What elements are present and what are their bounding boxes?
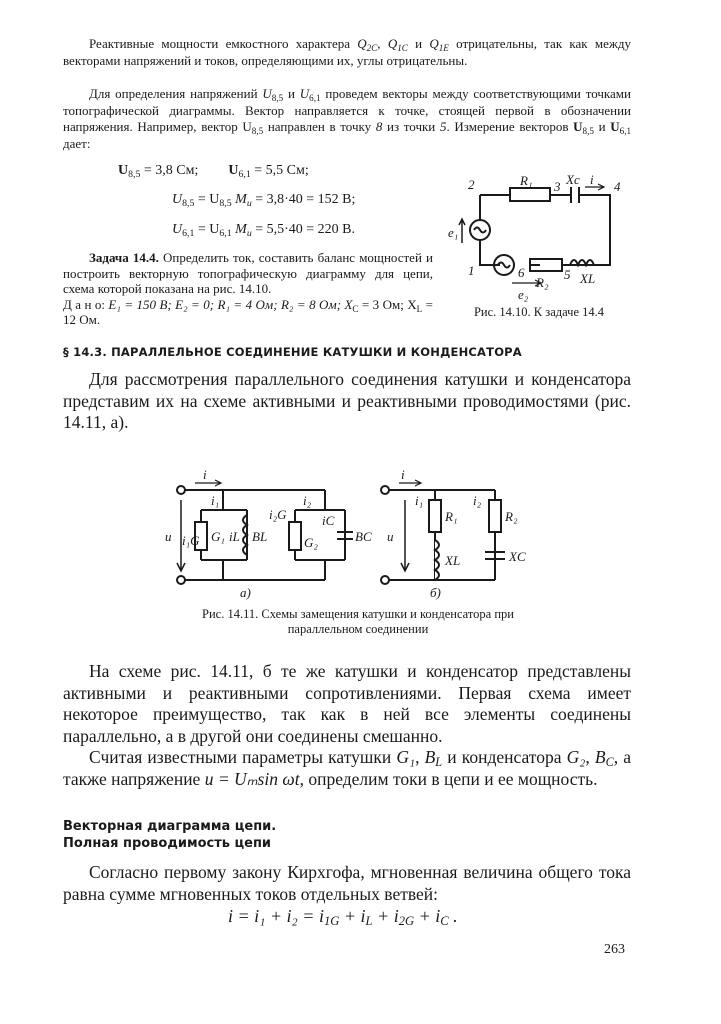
page-number: 263 bbox=[604, 942, 625, 957]
i2g-label: i₂G bbox=[269, 507, 287, 522]
subheading-line: Векторная диаграмма цепи. bbox=[63, 819, 277, 834]
symbol: G₁ bbox=[396, 747, 416, 767]
i2-label: i₂ bbox=[473, 493, 482, 508]
text: = 3,8 См; bbox=[140, 163, 199, 178]
text: из точки bbox=[382, 119, 440, 134]
text: + i bbox=[372, 906, 399, 926]
subscript: 6,1 bbox=[309, 93, 321, 103]
il-label: iL bbox=[229, 529, 240, 544]
figure-14-10-caption: Рис. 14.10. К задаче 14.4 bbox=[473, 305, 604, 319]
given-values: E₁ = 150 В; E₂ = 0; R₁ = 4 Ом; R₂ = 8 Ом; X bbox=[105, 296, 353, 312]
task-title: Задача 14.4. bbox=[89, 250, 159, 265]
subscript: 6,1 bbox=[238, 169, 251, 180]
subscript: L bbox=[435, 755, 443, 769]
subfigure-a-label: а) bbox=[240, 585, 251, 600]
text: = 5,5 См; bbox=[250, 163, 309, 178]
symbol: M bbox=[231, 192, 247, 207]
text: i = i₁ + i₂ = i bbox=[228, 906, 324, 926]
symbol: U bbox=[172, 222, 183, 237]
symbol: 5 bbox=[439, 119, 447, 134]
subscript: 8,5 bbox=[128, 169, 141, 180]
section-heading: § 14.3. ПАРАЛЛЕЛЬНОЕ СОЕДИНЕНИЕ КАТУШКИ И КОНДЕНСАТОРА bbox=[63, 345, 522, 359]
subscript: u bbox=[246, 228, 252, 239]
text: . Измерение векторов bbox=[446, 119, 574, 134]
subscript: 8,5 bbox=[271, 93, 284, 103]
symbol: Q bbox=[429, 36, 439, 51]
equation-vector-lengths bbox=[118, 163, 309, 179]
paragraph-parallel-intro: Для рассмотрения параллельного соединения катушки и конденсатора представим их на схеме активными и реактивными проводимостями (рис. 14.11, а). bbox=[63, 369, 631, 432]
xl-label: XL bbox=[445, 553, 461, 568]
subheading bbox=[63, 818, 276, 852]
symbol: G₂ bbox=[566, 747, 586, 767]
text: . bbox=[448, 906, 458, 926]
xc-label: XC bbox=[509, 549, 526, 564]
subheading-line: Полная проводимость цепи bbox=[63, 836, 272, 851]
text: Реактивные мощности емкостного характера bbox=[89, 36, 358, 51]
subscript: 8,5 bbox=[582, 126, 594, 136]
text: и bbox=[283, 86, 300, 101]
text: = 3 Ом; X bbox=[358, 296, 417, 312]
i1-label: i₁ bbox=[415, 493, 424, 508]
ic-label: iC bbox=[322, 513, 335, 528]
text: = U bbox=[194, 192, 220, 207]
formula: u = Uₘsin ωt bbox=[204, 768, 300, 789]
symbol: M bbox=[231, 222, 247, 237]
symbol: B bbox=[594, 747, 606, 767]
text: , определим токи в цепи и ее мощность. bbox=[299, 768, 598, 789]
xc-label: Xc bbox=[566, 175, 580, 187]
symbol: Q bbox=[387, 36, 398, 51]
text: = 3,8·40 = 152 В; bbox=[251, 192, 356, 207]
paragraph-voltage-determination bbox=[63, 86, 631, 152]
current-label: i bbox=[590, 175, 594, 187]
symbol: U bbox=[172, 192, 183, 207]
text: и bbox=[593, 119, 611, 134]
text: и bbox=[407, 36, 430, 51]
i1-label: i₁ bbox=[211, 493, 220, 508]
text: направлен в точку bbox=[263, 119, 376, 134]
node-label: 5 bbox=[564, 267, 571, 282]
subscript: 6,1 bbox=[219, 228, 232, 239]
text: , а также напряжение bbox=[63, 747, 632, 789]
r1-label: R₁ bbox=[520, 175, 533, 188]
subscript: 2G bbox=[398, 914, 415, 928]
paragraph-reactive-powers bbox=[63, 36, 631, 69]
subscript: u bbox=[246, 198, 252, 209]
e1-label: e₁ bbox=[448, 225, 459, 240]
text: = 5,5·40 = 220 В. bbox=[251, 222, 356, 237]
text: , bbox=[415, 747, 425, 767]
node-label: 2 bbox=[468, 177, 475, 192]
node-label: 4 bbox=[614, 179, 621, 194]
current-label: i bbox=[401, 467, 405, 482]
text: = 12 Ом. bbox=[63, 296, 433, 327]
subscript: C bbox=[440, 914, 449, 928]
subscript: C bbox=[605, 755, 614, 769]
i2-label: i₂ bbox=[303, 493, 312, 508]
r2-label: R₂ bbox=[505, 509, 518, 524]
text: проведем векторы между соответствующими точками топографической диаграммы. Вектор направляется к точке, стоящей первой в обозначении напряжения. Например, вектор U bbox=[63, 86, 631, 134]
voltage-label: u bbox=[165, 529, 172, 544]
given-label: Д а н о: bbox=[63, 296, 105, 312]
xl-label: XL bbox=[580, 271, 596, 286]
text: Считая известными параметры катушки bbox=[89, 747, 397, 767]
subscript: L bbox=[365, 914, 373, 928]
paragraph-kirchhoff: Согласно первому закону Кирхгофа, мгновенная величина общего тока равна сумме мгновенных токов отдельных ветвей: bbox=[63, 862, 631, 904]
equation-u61 bbox=[172, 222, 355, 238]
paragraph-known-params bbox=[63, 747, 631, 790]
subscript: L bbox=[416, 303, 423, 314]
symbol: U bbox=[573, 119, 583, 134]
text: отрицательны, так как между векторами напряжений и токов, определяющими их, углы отрицательны. bbox=[63, 36, 631, 68]
task-14-4 bbox=[63, 250, 433, 328]
subscript: C bbox=[352, 303, 359, 314]
subscript: 1G bbox=[323, 914, 340, 928]
text: дает: bbox=[63, 135, 91, 151]
equation-u85 bbox=[172, 192, 355, 208]
g1-label: G₁ bbox=[211, 529, 225, 544]
figure-14-10-circuit bbox=[440, 175, 630, 305]
text: Для определения напряжений bbox=[89, 86, 263, 101]
subscript: 8,5 bbox=[182, 198, 195, 209]
subscript: 6,1 bbox=[619, 126, 632, 136]
r1-label: R₁ bbox=[445, 509, 458, 524]
text: + i bbox=[339, 906, 366, 926]
e2-label: e₂ bbox=[518, 287, 529, 302]
subscript: 1E bbox=[438, 43, 449, 53]
symbol: B bbox=[424, 747, 436, 767]
text: + i bbox=[414, 906, 441, 926]
paragraph-scheme-b: На схеме рис. 14.11, б те же катушки и конденсатор представлены активными и реактивными сопротивлениями. Первая схема имеет некоторое преимущество, так как в ней все элементы соединены параллельно, а в другой они соединены смешанно. bbox=[63, 661, 631, 746]
g2-label: G₂ bbox=[304, 535, 318, 550]
text: , bbox=[377, 36, 388, 51]
equation-current-sum bbox=[228, 906, 458, 927]
voltage-label: u bbox=[387, 529, 394, 544]
symbol: U bbox=[228, 163, 239, 178]
subscript: 1C bbox=[397, 43, 408, 53]
subscript: 6,1 bbox=[182, 228, 195, 239]
text: , bbox=[585, 747, 595, 767]
subscript: 8,5 bbox=[219, 198, 232, 209]
symbol: 8 bbox=[375, 119, 383, 134]
current-label: i bbox=[203, 467, 207, 482]
subscript: 8,5 bbox=[251, 126, 264, 136]
symbol: U bbox=[610, 119, 620, 134]
text: = U bbox=[194, 222, 220, 237]
symbol: U bbox=[262, 86, 272, 101]
figure-14-11-caption: Рис. 14.11. Схемы замещения катушки и конденсатора при параллельном соединении bbox=[202, 607, 514, 636]
text: и конденсатора bbox=[442, 747, 567, 767]
i1g-label: i₁G bbox=[182, 533, 200, 548]
symbol: U bbox=[118, 163, 129, 178]
symbol: U bbox=[299, 86, 310, 101]
node-label: 6 bbox=[518, 265, 525, 280]
figure-14-11-circuits bbox=[165, 465, 555, 600]
node-label: 3 bbox=[554, 179, 561, 194]
text: Определить ток, составить баланс мощностей и построить векторную топографическую диаграмму для цепи, схема которой показана на рис. 14.10. bbox=[63, 250, 433, 296]
subfigure-b-label: б) bbox=[430, 585, 441, 600]
symbol: Q bbox=[357, 36, 367, 51]
bl-label: BL bbox=[252, 529, 268, 544]
node-label: 1 bbox=[468, 263, 475, 278]
r2-label: R₂ bbox=[536, 275, 549, 290]
subscript: 2C bbox=[366, 43, 378, 53]
bc-label: BC bbox=[355, 529, 372, 544]
